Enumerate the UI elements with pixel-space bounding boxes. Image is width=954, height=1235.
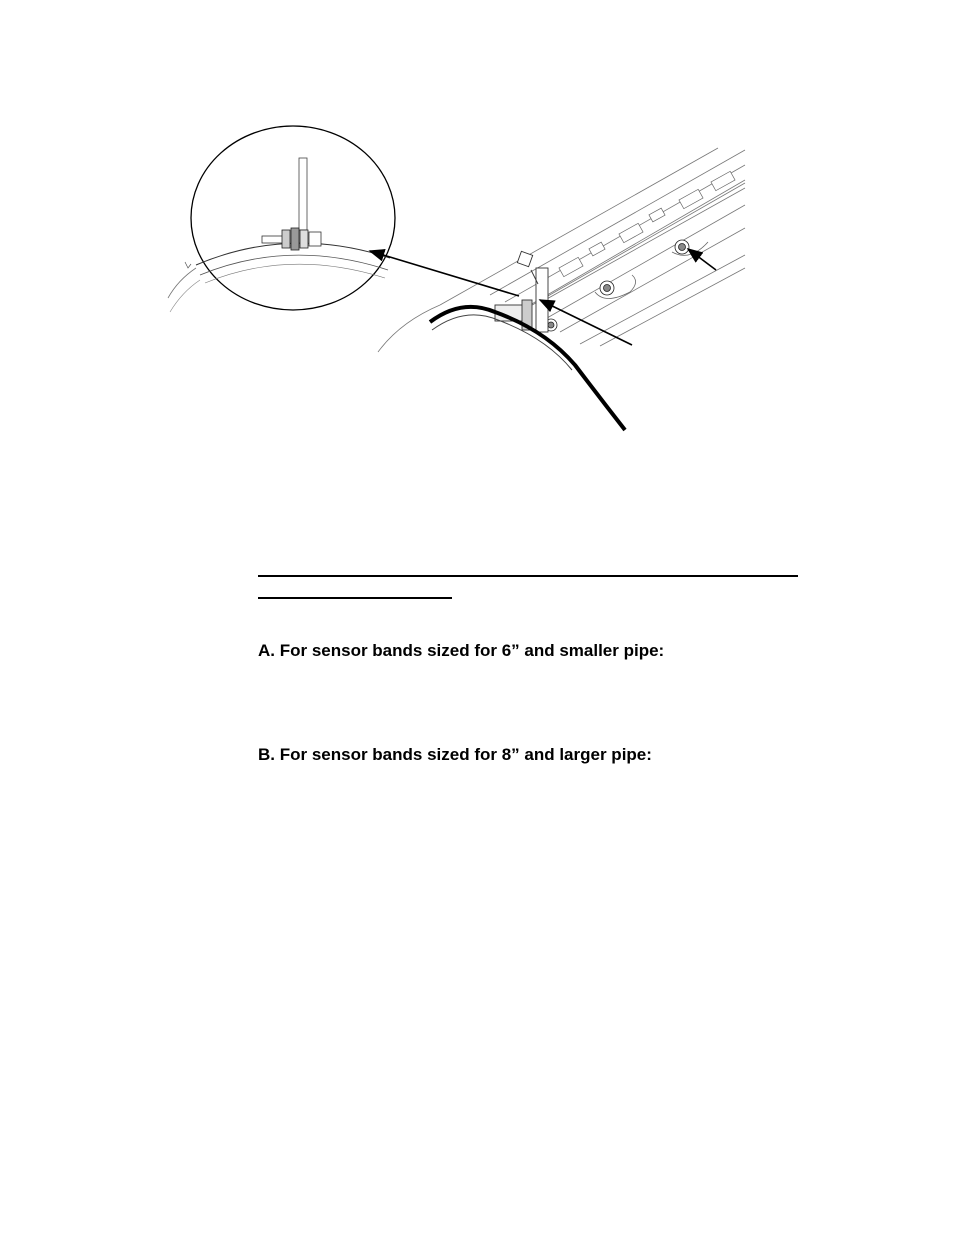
sensor-band-curve [430, 307, 625, 430]
pipe-outline-left [168, 268, 196, 298]
section-a-heading: A. For sensor bands sized for 6” and smaller pipe: [258, 641, 665, 660]
title-underline-short [258, 597, 452, 599]
section-b-heading: B. For sensor bands sized for 8” and larger pipe: [258, 745, 652, 764]
title-underline-long [258, 575, 798, 577]
leader-arrow-to-detail [370, 251, 519, 296]
detail-callout-circle [191, 126, 395, 310]
bolt-fittings [545, 240, 708, 331]
sensor-band-installation-figure [0, 0, 954, 470]
